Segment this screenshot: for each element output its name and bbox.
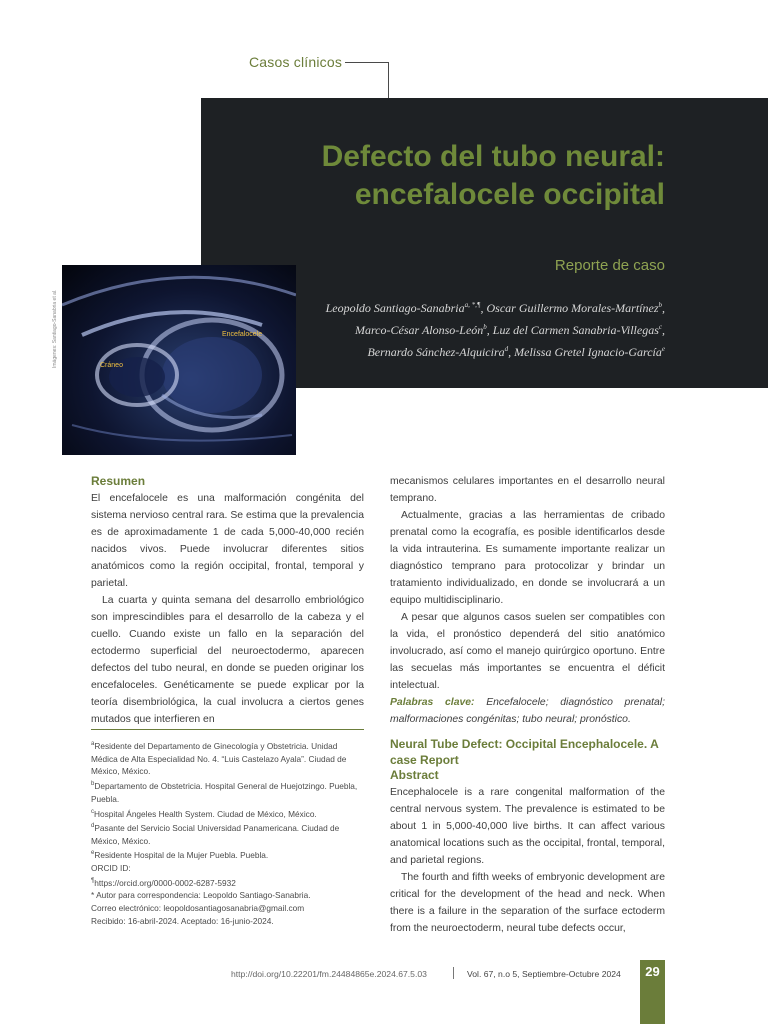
- footnote-item[interactable]: [91, 875, 364, 890]
- section-label: Casos clínicos: [249, 54, 343, 70]
- author-affiliation: b: [483, 323, 487, 331]
- footnote-text: Residente Hospital de la Mujer Puebla. Puebla.: [94, 850, 269, 861]
- author-name: Melissa Gretel Ignacio-García: [514, 345, 662, 359]
- author-name: Marco-César Alonso-León: [354, 323, 484, 337]
- section-rule-horizontal: [345, 62, 389, 63]
- author-affiliation: d: [504, 345, 509, 353]
- footnote-text: * Autor para correspondencia: Leopoldo Santiago-Sanabria.: [91, 890, 311, 901]
- footnote-item: [91, 915, 364, 928]
- author-name: Bernardo Sánchez-Alquicira: [367, 345, 505, 359]
- author-separator: ,: [486, 323, 493, 337]
- author-affiliation: e: [661, 345, 665, 353]
- footnote-divider: [91, 729, 364, 730]
- keywords-text: Encefalocele; diagnóstico prenatal; malformaciones congénitas; tubo neural; pronóstico.: [390, 697, 665, 725]
- keywords: [390, 694, 665, 728]
- author-separator: ,: [480, 301, 487, 315]
- author-separator: ,: [662, 323, 665, 337]
- footnote-text: Pasante del Servicio Social Universidad Panamericana. Ciudad de México, México.: [91, 822, 340, 846]
- footnote-text: Hospital Ángeles Health System. Ciudad de México, México.: [94, 808, 317, 819]
- title-line-2: encefalocele occipital: [354, 178, 665, 211]
- article-title: [225, 138, 665, 214]
- resumen-paragraph-5: A pesar que algunos casos suelen ser compatibles con la vida, el pronóstico dependerá del sitio anatómico involucrado, así como el manejo quirúrgico oportuno. Entre las secuelas más importantes se encuentra el déficit intelectual.: [390, 612, 665, 691]
- abstract-body: [390, 784, 665, 937]
- resumen-paragraph-2: La cuarta y quinta semana del desarrollo embriológico son imprescindibles para el desarrollo de la cabeza y el cuello. Cuando existe un fallo en la separación del ectodermo superficial del neuroectodermo, aparecen defectos del tubo neural, en donde se pueden originar los encefaloceles. Genéticamente se puede explicar por la teoría disembriológica, la cual involucra a ciertos genes mutados que interfieren en: [91, 595, 364, 725]
- resumen-paragraph-4: Actualmente, gracias a las herramientas de cribado prenatal como la ecografía, es posible identificarlos desde la vida intrauterina. Es sumamente importante realizar un diagnóstico temprano para protocolizar y brindar un tratamiento individualizado, en donde se involucrará a un equipo multidisciplinario.: [390, 510, 665, 606]
- footnote-marker: ¶: [91, 877, 95, 884]
- author-affiliation: c: [658, 323, 662, 331]
- page-number: 29: [645, 964, 660, 979]
- footnote-marker: d: [91, 823, 95, 830]
- english-title: Neural Tube Defect: Occipital Encephalocele. A case Report: [390, 737, 659, 767]
- author-name: Leopoldo Santiago-Sanabria: [325, 301, 465, 315]
- footnote-marker: c: [91, 808, 94, 815]
- footnote-marker: a: [91, 741, 95, 747]
- footnote-item: [91, 806, 364, 821]
- resumen-paragraph-1: El encefalocele es una malformación congénita del sistema nervioso central rara. Se estima que la prevalencia es de aproximadamente 1 de cada 5,000-40,000 recién nacidos vivos. Puede involucrar diferentes sitios anatómicos como la región occipital, frontal, temporal y parietal.: [91, 493, 364, 589]
- abstract-paragraph-2: The fourth and fifth weeks of embryonic development are critical for the development of the head and neck. When there is a failure in the separation of the surface ectoderm from the neuroectoderm, neural tube defects occur,: [390, 872, 665, 934]
- abstract-heading: Abstract: [390, 768, 439, 782]
- keywords-label: Palabras clave:: [390, 697, 475, 708]
- footnote-text: Departamento de Obstetricia. Hospital General de Huejotzingo. Puebla, Puebla.: [91, 780, 358, 804]
- footnote-item: [91, 820, 364, 847]
- label-craneo: Cráneo: [100, 362, 123, 369]
- footnote-item: [91, 889, 364, 902]
- image-credit: Imágenes: Santiago-Sanabria et al.: [52, 289, 58, 368]
- footnote-text: https://orcid.org/0000-0002-6287-5932: [94, 877, 236, 888]
- footnotes: [91, 738, 364, 928]
- author-list: [285, 296, 665, 362]
- label-encefalocele: Encefalocele: [222, 331, 263, 338]
- ultrasound-image: [62, 265, 296, 455]
- footnote-item: [91, 847, 364, 862]
- footnote-text: Residente del Departamento de Ginecología y Obstetricia. Unidad Médica de Alta Especialidad No. 4. “Luis Castelazo Ayala”. Ciudad de México, México.: [91, 740, 347, 777]
- footer-volume: Vol. 67, n.o 5, Septiembre-Octubre 2024: [467, 969, 621, 979]
- author-separator: ,: [508, 345, 515, 359]
- footnote-item: [91, 738, 364, 778]
- author-separator: ,: [662, 301, 665, 315]
- footnote-text: Correo electrónico: leopoldosantiagosanabria@gmail.com: [91, 903, 305, 914]
- author-name: Luz del Carmen Sanabria-Villegas: [492, 323, 659, 337]
- footer-separator: [453, 967, 454, 979]
- footnote-marker: e: [91, 850, 95, 857]
- footer-doi[interactable]: http://doi.org/10.22201/fm.24484865e.2024.67.5.03: [231, 969, 427, 979]
- author-affiliation: b: [658, 301, 662, 309]
- footnote-item: [91, 862, 364, 875]
- footnote-item: [91, 902, 364, 915]
- author-name: Oscar Guillermo Morales-Martínez: [486, 301, 659, 315]
- article-type: Reporte de caso: [554, 257, 665, 274]
- abstract-paragraph-1: Encephalocele is a rare congenital malformation of the central nervous system. The prevalence is estimated to be about 1 in 5,000-40,000 live births. It can affect various anatomical locations such as the occipital, frontal, temporal, and parietal regions.: [390, 787, 665, 866]
- resumen-paragraph-3: mecanismos celulares importantes en el desarrollo neural temprano.: [390, 476, 665, 504]
- section-rule-vertical: [388, 62, 389, 99]
- resumen-heading: Resumen: [91, 474, 146, 488]
- footnote-text: ORCID ID:: [91, 863, 131, 873]
- title-line-1: Defecto del tubo neural:: [321, 140, 665, 173]
- footnote-marker: b: [91, 781, 95, 788]
- resumen-continuation: [390, 473, 665, 728]
- footnote-text: Recibido: 16-abril-2024. Aceptado: 16-junio-2024.: [91, 915, 274, 926]
- footnote-item: [91, 778, 364, 805]
- author-affiliation: a, *,¶: [464, 301, 481, 309]
- ultrasound-graphic: [62, 265, 296, 455]
- resumen-section: [91, 473, 364, 728]
